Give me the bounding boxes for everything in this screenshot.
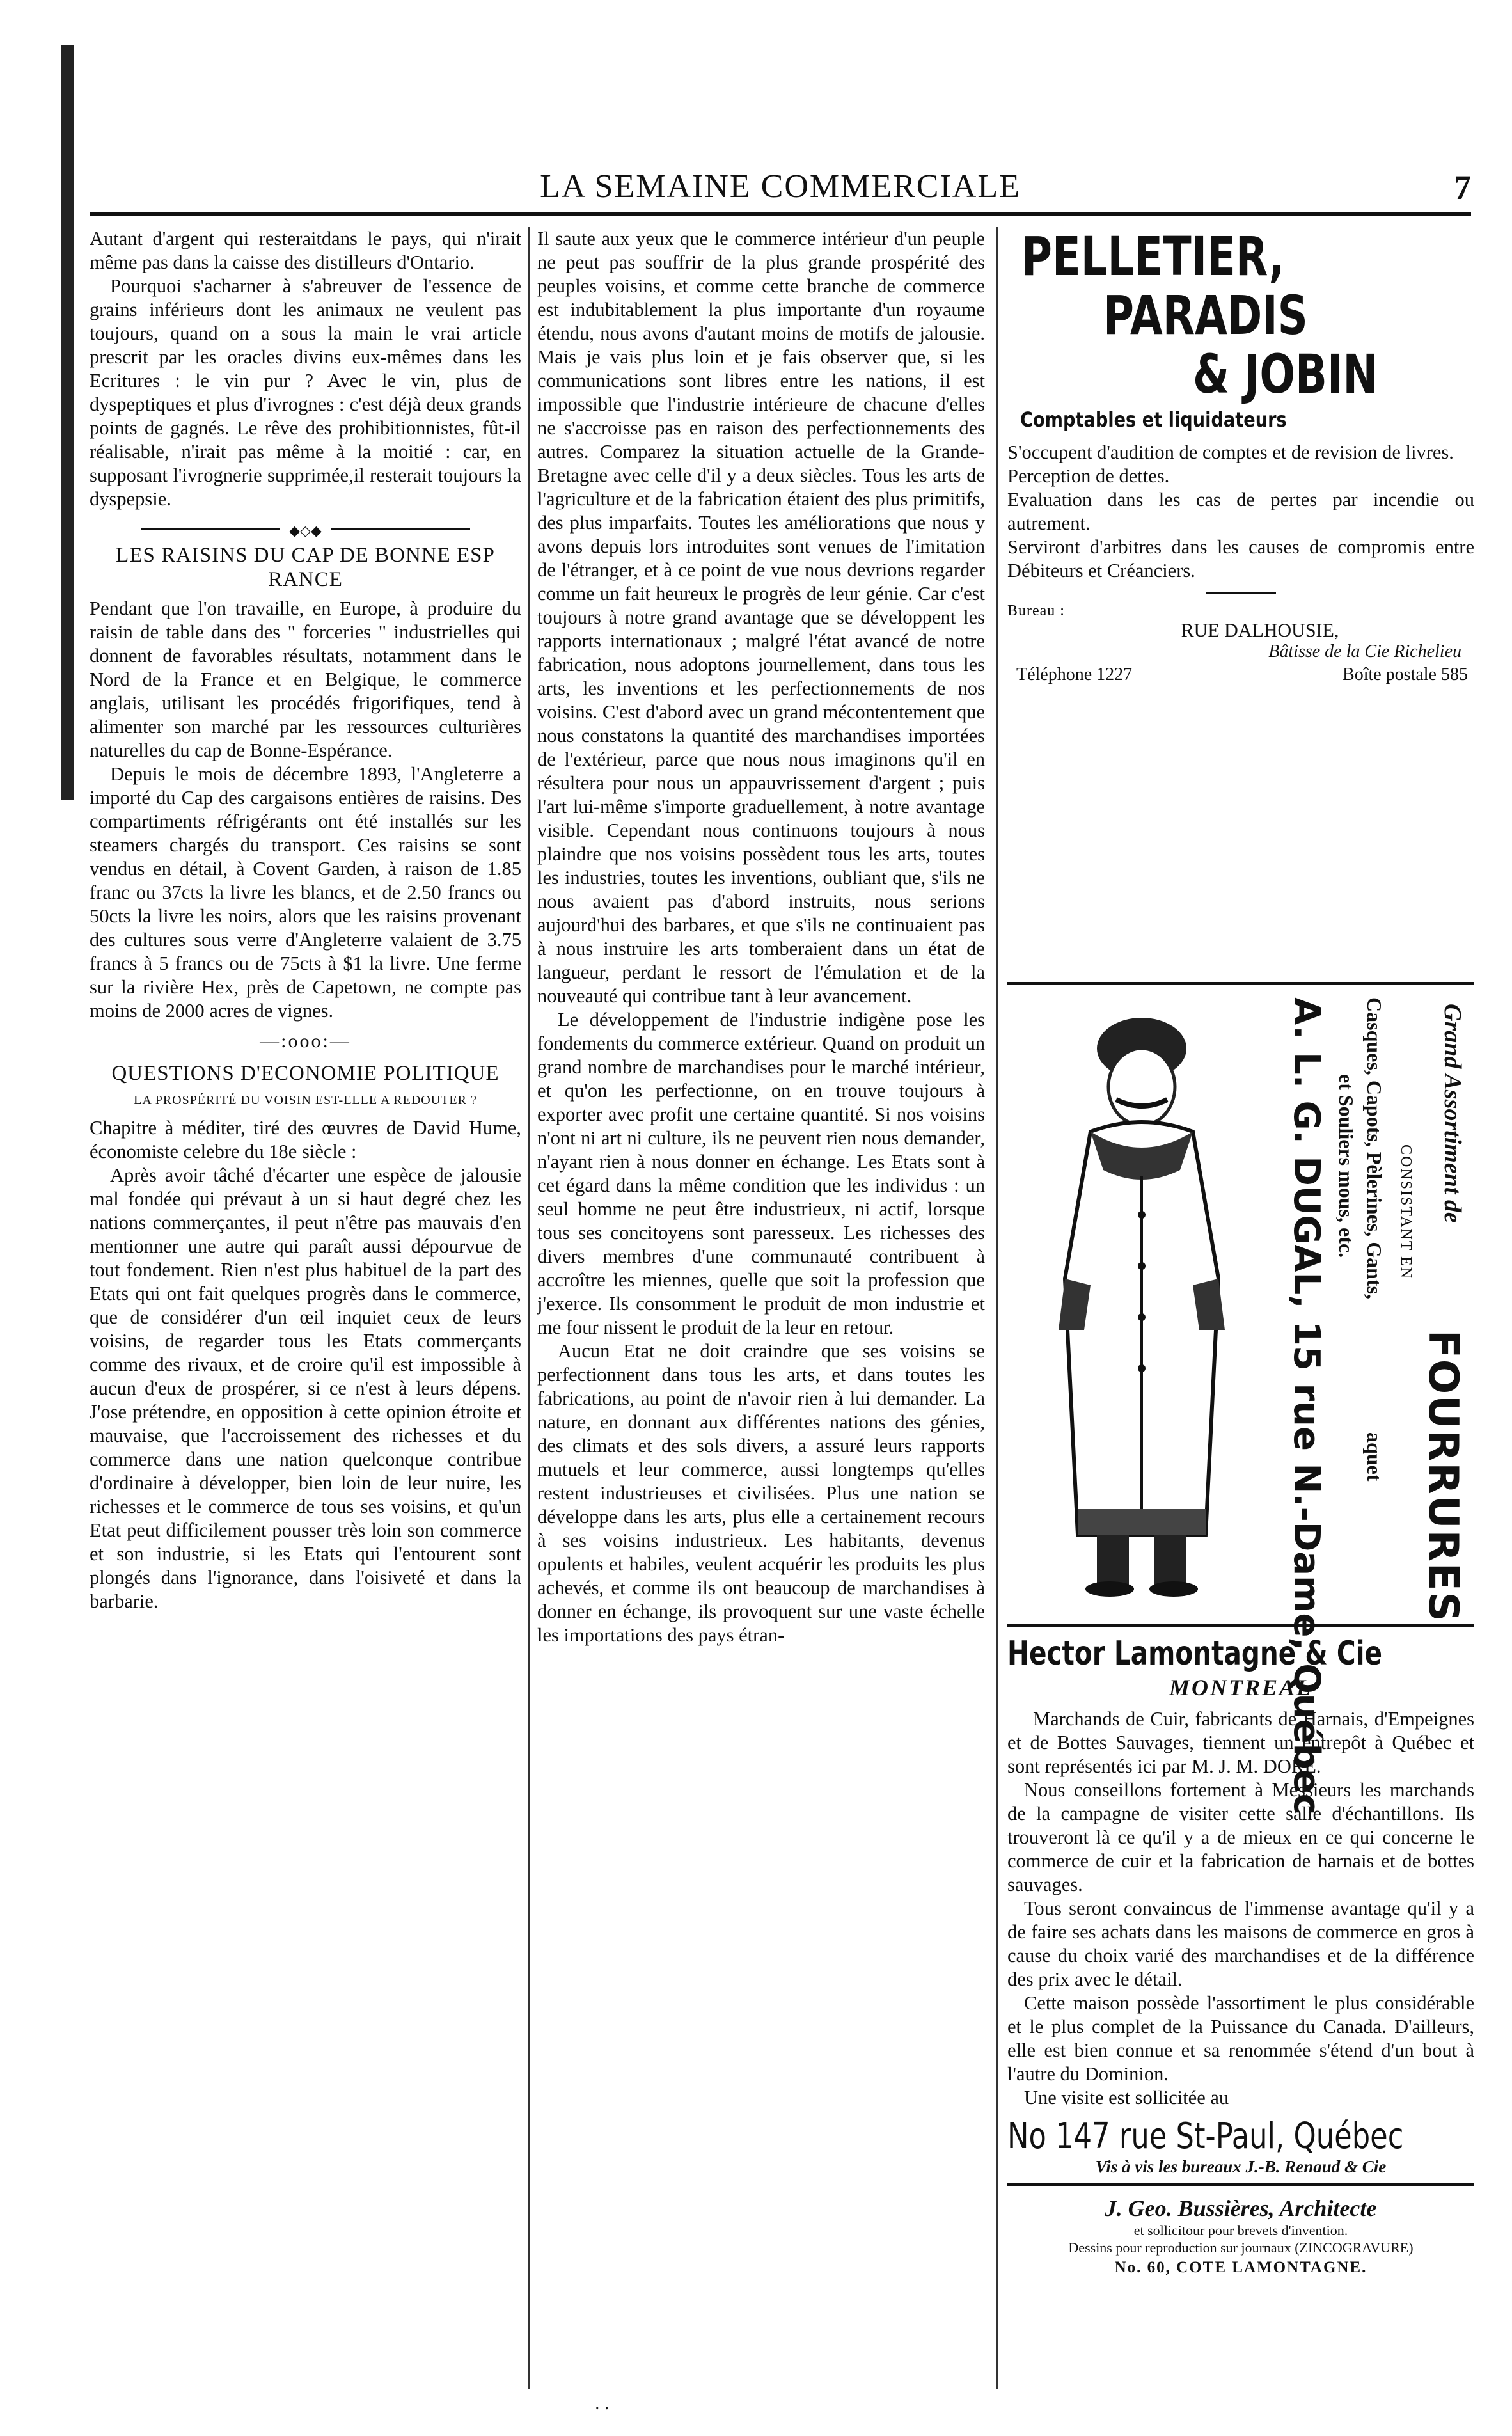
paragraph: Pendant que l'on travaille, en Europe, à produire du raisin de table dans des " forceries " industrielles qui donnent de favorables résultats, notamment dans le Nord de la France et en Belgique, le commerce anglais, utilisant les procédés frigorifiques, tend à alimenter son marché par les ressources culturières naturelles du cap de Bonne-Espérance. xyxy=(90,597,521,761)
ad-aquet: aquet xyxy=(1363,1432,1386,1482)
ad-paragraph: Une visite est sollicitée au xyxy=(1024,2087,1229,2108)
running-head xyxy=(90,168,1471,216)
ad-company-name: Hector Lamontagne & Cie xyxy=(1007,1634,1383,1673)
ad-services xyxy=(1007,441,1474,583)
ad-building: Bâtisse de la Cie Richelieu xyxy=(1268,642,1461,661)
paragraph: Pourquoi s'acharner à s'abreuver de l'essence de grains inférieurs dont les animaux ne veulent pas toujours, quand on a sous la main le vrai article prescrit par les oracles divins eux-mêmes dans les Ecritures : le vin pur ? Avec le vin, plus de dyspeptiques et plus d'ivrognes : c'est déjà deux grands points de gagnés. Le rêve des prohibitionnistes, fût-il réalisable, n'irait pas même à la moitié : car, en supposant l'ivrognerie supprimée,il resterait toujours la dyspepsie. xyxy=(90,275,521,510)
ad-service: Evaluation dans les cas de pertes par incendie ou autrement. xyxy=(1007,489,1474,534)
ad-service: Serviront d'arbitres dans les causes de compromis entre Débiteurs et Créanciers. xyxy=(1007,536,1474,581)
column-rule xyxy=(528,227,530,2389)
ad-items: Casques, Capots, Pèlerines, Gants, xyxy=(1363,997,1386,1300)
ad-consistant: CONSISTANT EN xyxy=(1398,1144,1414,1279)
ad-service: Perception de dettes. xyxy=(1007,465,1170,487)
ad-architect-line: et sollicitour pour brevets d'invention. xyxy=(1133,2222,1348,2238)
ad-street: RUE DALHOUSIE, xyxy=(1181,620,1339,641)
ad-hector-lamontagne xyxy=(1007,1634,1474,2277)
ad-address: No 147 rue St-Paul, Québec xyxy=(1007,2116,1404,2157)
column-3-ads xyxy=(1007,227,1474,2391)
ad-paragraph: Tous seront convaincus de l'immense avantage qu'il y a de faire ses achats dans les maisons de commerce en gros à cause du choix varié des marchandises et de la différence des prix avec le détail. xyxy=(1007,1897,1474,1990)
paragraph: Aucun Etat ne doit craindre que ses voisins se perfectionnent dans tous les arts, et dans toutes les fabrications, au point de n'avoir rien à lui demander. La nature, en donnant aux différentes nations des génies, des climats et des sols divers, a assuré leurs rapports mutuels et leur commerce, aussi longtemps qu'elles restent industrieuses et civilisées. Plus une nation se développe dans les arts, plus elle a certainement recours à ses voisins industrieux. Les habitants, devenus opulents et habiles, veulent acquérir les produits les plus achevés, et comme ils ont beaucoup de marchandises à donner en échange, ils provoquent sur une vaste échelle les importations des pays étran- xyxy=(537,1340,985,1646)
ad-telephone: Téléphone 1227 xyxy=(1016,665,1133,684)
divider xyxy=(1206,592,1276,594)
ad-items-2: et Souliers mous, etc. xyxy=(1335,1074,1358,1258)
paragraph: Autant d'argent qui resteraitdans le pays, qui n'irait même pas dans la caisse des distilleurs d'Ontario. xyxy=(90,228,521,273)
ad-vis-a-vis: Vis à vis les bureaux J.-B. Renaud & Cie xyxy=(1007,2157,1474,2186)
ad-contacts xyxy=(1016,665,1468,685)
article-heading-questions: QUESTIONS D'ECONOMIE POLITIQUE xyxy=(111,1062,500,1085)
page-number: 7 xyxy=(1454,168,1471,207)
ad-bureau-label: Bureau : xyxy=(1007,603,1065,619)
ad-service: S'occupent d'audition de comptes et de revision de livres. xyxy=(1007,441,1454,463)
ad-firm-name-line3: & JOBIN xyxy=(1193,343,1378,406)
ad-architect-address: No. 60, COTE LAMONTAGNE. xyxy=(1114,2259,1367,2276)
paragraph: Après avoir tâché d'écarter une espèce de jalousie mal fondée qui prévaut à un si haut degré chez les nations commerçantes, il peut n'être pas mauvais d'en mentionner une autre qui paraît aussi dépourvue de tout fondement. Rien n'est plus habituel de la part des Etats qui ont fait quelques progrès dans le commerce, que de considérer d'un œil inquiet ceux de leurs voisins, de regarder tous les Etats commerçants comme des rivaux, et de croire qu'il est impossible à aucun d'eux de prospérer, si ce n'est à leurs dépens. J'ose prétendre, en opposition à cette opinion étroite et mauvaise, que l'accroissement des richesses et du commerce dans une nation quelconque contribue d'ordinaire à développer, bien loin de leur nuire, les richesses et le commerce de tous ses voisins, et qu'un Etat peut difficilement pousser très loin son commerce et son industrie, si les Etats qui l'entourent sont plongés dans l'ignorance, dans l'oisiveté et dans la barbarie. xyxy=(90,1164,521,1612)
ad-firm-name-line2: PARADIS xyxy=(1103,284,1308,347)
ad-fourrures: FOURRURES xyxy=(1419,1330,1467,1623)
ad-firm-name-line1: PELLETIER, xyxy=(1021,227,1285,288)
paragraph: Il saute aux yeux que le commerce intérieur d'un peuple ne peut pas souffrir de la plus grande prospérité des peuples voisins, et comme cette branche de commerce est indubitablement la plus importante d'un royaume étendu, nous avons d'autant moins de motifs de jalousie. Mais je vais plus loin et je fais observer que, si les communications sont libres entre les nations, il est impossible que l'industrie intérieure de chacune d'elles ne s'accroisse pas en raison des perfectionnements des autres. Comparez la situation actuelle de la Grande-Bretagne avec celle d'il y a deux siècles. Tous les arts de l'agriculture et de la fabrication étaient des plus primitifs, des plus imparfaits. Toutes les améliorations que nous y avons depuis lors introduites sont venues de l'imitation de l'étranger, et à ce point de vue nous devrions regarder comme un fait heureux le progrès de leur génie. Car c'est toujours à notre grand avantage que se développent les rapports internationaux ; malgré l'état avancé de notre fabrication, nous adoptons journellement, dans tous les arts, les inventions et les perfectionnements de nos voisins. C'est d'abord avec un grand mécontentement que nous constatons la quantité des marchandises importées de l'extérieur, parce que nous nous imaginons qu'il en résultera pour nous un appauvrissement d'argent ; puis l'art lui-même s'importe graduellement, à notre avantage visible. Cependant nous continuons toujours à nous plaindre que nos voisins possèdent tous les arts, toutes les industries, toutes les inventions, oubliant que, s'ils ne nous avaient pas d'abord instruits, nous serions aujourd'hui des barbares, et que s'ils ne continuaient pas à nous instruire les arts tomberaient dans un état de langueur, perdant le ressort de l'émulation et de la nouveauté qui contribue tant à leur avancement. xyxy=(537,228,985,1007)
paragraph: Le développement de l'industrie indigène pose les fondements du commerce extérieur. Quand on produit un grand nombre de marchandises pour le marché intérieur, et qu'on les perfectionne, on en trouve toujours à exporter avec profit une certaine quantité. Si nos voisins n'ont ni art ni culture, ils ne peuvent rien nous demander, n'ayant rien à nous donner en échange. Les Etats sont à cet égard dans la même condition que les individus : un seul homme ne peut être industrieux, ni actif, lorsque tous ses concitoyens sont paresseux. Les richesses des divers membres d'une communauté contribuent à accroître les miennes, quelle que soit la profession que j'exerce. Ils consomment le produit de mon industrie et me four nissent le produit de la leur en retour. xyxy=(537,1009,985,1338)
paragraph: Depuis le mois de décembre 1893, l'Angleterre a importé du Cap des cargaisons entières de raisins. Des compartiments réfrigérants ont été installés sur les steamers chargés du transport. Ces raisins se sont vendus en détail, à Covent Garden, à raison de 1.85 franc ou 37cts la livre les blancs, et de 2.50 francs ou 50cts la livre les noirs, alors que les raisins provenant des cultures sous verre d'Angleterre valaient de 3.75 francs à 5 francs ou de 75cts à $1 la livre. Une ferme sur la rivière Hex, près de Capetown, ne compte pas moins de 2000 acres de vignes. xyxy=(90,763,521,1022)
ad-firm-subtitle: Comptables et liquidateurs xyxy=(1020,407,1287,432)
column-1 xyxy=(90,227,521,2391)
footer-marks: . . xyxy=(595,2392,610,2414)
ad-architect-name: J. Geo. Bussières, Architecte xyxy=(1105,2195,1377,2221)
ad-grand-assortiment: Grand Assortiment de xyxy=(1439,1004,1466,1223)
column-2 xyxy=(537,227,985,2391)
ad-architect-line: Dessins pour reproduction sur journaux (ZINCOGRAVURE) xyxy=(1068,2240,1414,2256)
ad-city: MONTREAL xyxy=(1169,1675,1313,1700)
binding-edge xyxy=(61,45,74,800)
ad-pelletier-paradis-jobin xyxy=(1007,227,1474,685)
ad-po-box: Boîte postale 585 xyxy=(1343,665,1468,684)
section-separator: —:ooo:— xyxy=(260,1031,351,1052)
page-title: LA SEMAINE COMMERCIALE xyxy=(540,168,1021,205)
article-heading-raisins: LES RAISINS DU CAP DE BONNE ESP RANCE xyxy=(116,544,495,591)
column-rule xyxy=(996,227,998,2389)
ad-paragraph: Cette maison possède l'assortiment le plus considérable et le plus complet de la Puissance du Canada. D'ailleurs, elle est bien connue et sa renommée s'étend d'un bout à l'autre du Dominion. xyxy=(1007,1992,1474,2085)
article-subheading: LA PROSPÉRITÉ DU VOISIN EST-ELLE A REDOUTER ? xyxy=(134,1093,477,1107)
ad-paragraph: Marchands de Cuir, fabricants de Harnais, d'Empeignes et de Bottes Sauvages, tiennent un entrepôt à Québec et sont représentés ici par M. J. M. DORE. xyxy=(1007,1708,1474,1777)
ad-dugal-name: A. L. G. DUGAL, 15 rue N.-Dame, Québec xyxy=(1286,997,1327,1815)
ad-paragraph: Nous conseillons fortement à Messieurs les marchands de la campagne de visiter cette salle d'échantillons. Ils trouveront là ce qu'il y a de mieux en ce qui concerne le commerce de cuir et la fabrication de harnais et de bottes sauvages. xyxy=(1007,1779,1474,1895)
fur-coat-man-illustration xyxy=(1014,1010,1263,1599)
paragraph: Chapitre à méditer, tiré des œuvres de David Hume, économiste celebre du 18e siècle : xyxy=(90,1117,521,1162)
ornament-divider: ◆◇◆ xyxy=(90,523,521,534)
ad-body xyxy=(1007,1707,1474,2110)
